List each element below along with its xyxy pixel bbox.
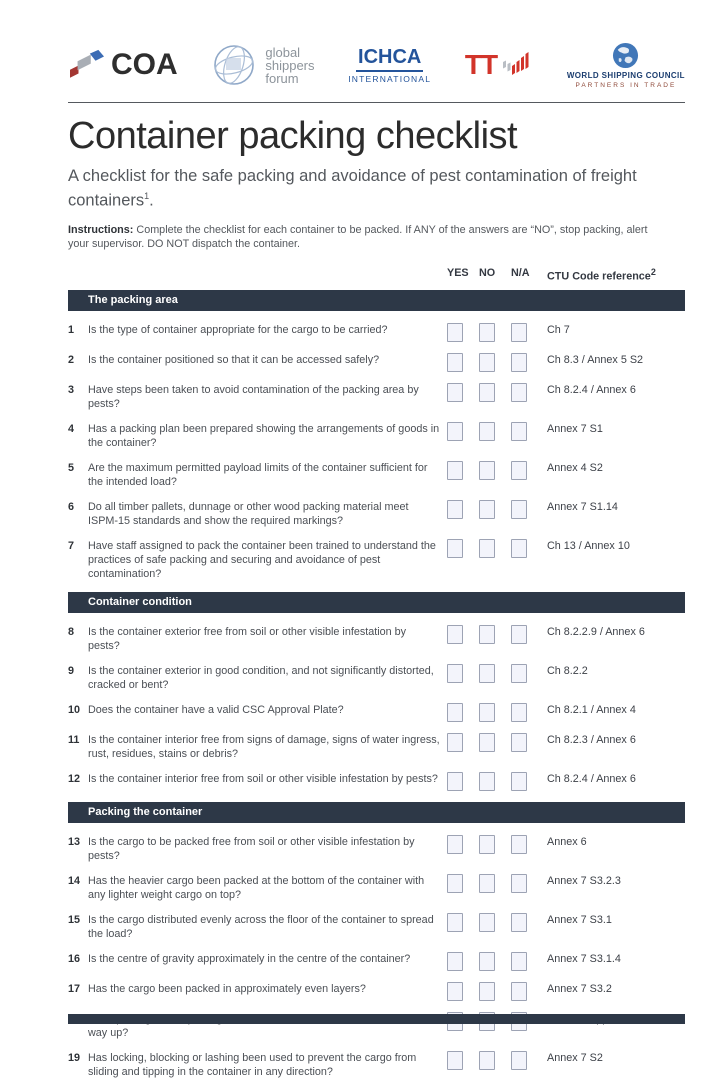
checkbox-group [447,664,543,683]
checklist-row [68,422,685,450]
checklist-row [68,703,685,722]
column-spacer [68,267,447,283]
instructions-label: Instructions: [68,223,134,236]
checkbox-no[interactable] [479,952,495,971]
column-header-no: NO [479,266,496,279]
ctu-code-reference: Ch 8.2.4 / Annex 6 [547,773,636,786]
question-number: 14 [68,875,81,888]
ichca-logo [348,46,431,84]
tt-flag-icon [501,50,533,80]
checklist-row [68,383,685,411]
footnote-marker: 1 [144,191,150,201]
checkbox-yes[interactable] [447,703,463,722]
question-text: Is the container exterior free from soil or other visible infestation by pests? [88,626,407,653]
checkbox-na[interactable] [511,323,527,342]
checklist-row [68,500,685,528]
question-text: Is the centre of gravity approximately in the centre of the container? [88,953,411,966]
question-text: Is the type of container appropriate for the cargo to be carried? [88,324,388,337]
question-text: Is the cargo to be packed free from soil or other visible infestation by pests? [88,836,415,863]
question-number: 7 [68,540,75,553]
question-number: 8 [68,626,75,639]
world-shipping-council-logo [567,42,685,89]
question-number: 19 [68,1052,81,1065]
checkbox-no[interactable] [479,353,495,372]
checklist-row [68,323,685,342]
checkbox-na[interactable] [511,913,527,932]
coa-logo [68,48,178,82]
question-text: Do all timber pallets, dunnage or other wood packing material meet ISPM-15 standards and show the required markings? [88,501,409,528]
checklist-row [68,835,685,863]
logo-band [68,0,685,94]
checkbox-na[interactable] [511,874,527,893]
ctu-code-reference: Ch 8.2.4 / Annex 6 [547,384,636,397]
checkbox-yes[interactable] [447,500,463,519]
checkbox-yes[interactable] [447,772,463,791]
ctu-code-reference: Annex 7 S1.14 [547,501,618,514]
instructions: Instructions: Complete the checklist for each container to be packed. If ANY of the answers are “NO”, stop packing, alert your supervisor. DO NOT dispatch the container. [68,223,648,250]
question-number: 11 [68,734,80,747]
checkbox-na[interactable] [511,835,527,854]
question-text: Are the maximum permitted payload limits of the container sufficient for the intended load? [88,462,428,489]
checkbox-yes[interactable] [447,835,463,854]
checkbox-yes[interactable] [447,323,463,342]
checkbox-na[interactable] [511,733,527,752]
ctu-code-reference: Ch 8.2.2.9 / Annex 6 [547,626,645,639]
checkbox-na[interactable] [511,664,527,683]
checkbox-yes[interactable] [447,353,463,372]
ctu-code-reference: Ch 13 / Annex 10 [547,540,630,553]
question-number: 4 [68,423,75,436]
checkbox-yes[interactable] [447,625,463,644]
section-rows [68,625,685,791]
checkbox-no[interactable] [479,772,495,791]
checklist-row [68,874,685,902]
tt-logo-text: TT [464,49,498,80]
column-header-yes: YES [447,266,469,279]
wsc-logo-text: WORLD SHIPPING COUNCIL [566,70,685,80]
question-number: 5 [68,462,75,475]
question-text: Have steps been taken to avoid contamination of the packing area by pests? [88,384,419,411]
section-rows [68,323,685,581]
checkbox-group [447,982,543,1001]
checkbox-no[interactable] [479,733,495,752]
checklist-row [68,733,685,761]
checkbox-group [447,539,543,558]
section-header-label: Packing the container [88,806,203,819]
ctu-code-reference: Annex 6 [547,836,587,849]
checklist-section [68,290,685,581]
question-number: 13 [68,836,81,849]
checkbox-group [447,461,543,480]
checkbox-no[interactable] [479,982,495,1001]
ichca-logo-subtext: INTERNATIONAL [348,74,432,84]
question-number: 16 [68,953,81,966]
header-divider [68,102,685,103]
question-number: 15 [68,914,81,927]
checkbox-yes[interactable] [447,383,463,402]
checkbox-yes[interactable] [447,952,463,971]
checklist-row [68,952,685,971]
checkbox-na[interactable] [511,383,527,402]
ctu-code-reference: Annex 7 S3.1.4 [547,953,621,966]
column-headers [68,267,685,283]
ctu-code-reference: Ch 8.2.1 / Annex 4 [547,704,636,717]
checkbox-no[interactable] [479,835,495,854]
coa-chevrons-icon [68,48,106,82]
question-number: 1 [68,324,75,337]
checkbox-yes[interactable] [447,539,463,558]
ctu-code-reference: Annex 7 S2 [547,1052,603,1065]
checkbox-no[interactable] [479,703,495,722]
ctu-code-reference: Ch 7 [547,324,570,337]
section-rows [68,835,685,1079]
checkbox-no[interactable] [479,625,495,644]
checklist-row [68,772,685,791]
checkbox-yes[interactable] [447,1051,463,1070]
checkbox-group [447,323,543,342]
ctu-code-reference: Ch 8.2.3 / Annex 6 [547,734,636,747]
checklist-row [68,1051,685,1079]
question-text: Has locking, blocking or lashing been used to prevent the cargo from sliding and tipping in the container in any direction? [88,1052,417,1079]
checkbox-group [447,500,543,519]
question-text: Is the container interior free from signs of damage, signs of water ingress, rust, residues, stains or debris? [88,734,440,761]
tt-club-logo [465,49,533,81]
question-text: Has the heavier cargo been packed at the bottom of the container with any lighter weight cargo on top? [88,875,425,902]
question-number: 10 [68,704,81,717]
globe-icon [612,42,639,69]
checkbox-no[interactable] [479,383,495,402]
checkbox-group [447,353,543,372]
checkbox-no[interactable] [479,664,495,683]
page-title: Container packing checklist [68,115,518,157]
checkbox-group [447,913,543,932]
checkbox-na[interactable] [511,772,527,791]
checkbox-na[interactable] [511,539,527,558]
wsc-logo-subtext: PARTNERS IN TRADE [575,81,677,89]
ctu-code-reference: Ch 8.3 / Annex 5 S2 [547,354,644,367]
checkbox-na[interactable] [511,1051,527,1070]
page-subtitle: A checklist for the safe packing and avoidance of pest contamination of freight containers$^1$. [68,167,637,210]
question-number: 12 [68,773,81,786]
section-header-label: Container condition [88,596,192,609]
checkbox-yes[interactable] [447,982,463,1001]
checkbox-yes[interactable] [447,913,463,932]
question-text: way up? [88,1027,129,1040]
checkbox-no[interactable] [479,874,495,893]
sections [68,290,685,1079]
ctu-code-reference: Annex 7 S3.2 [547,983,612,996]
question-text: Is the container interior free from soil or other visible infestation by pests? [88,773,438,786]
checklist-section [68,802,685,1079]
checkbox-group [447,422,543,441]
checkbox-group [447,874,543,893]
section-header [68,290,685,311]
checkbox-yes[interactable] [447,422,463,441]
checklist-section [68,592,685,791]
section-header [68,802,685,823]
checkbox-no[interactable] [479,539,495,558]
checkbox-na[interactable] [511,982,527,1001]
checkbox-group [447,952,543,971]
ctu-code-reference: Annex 7 S3.1 [547,914,612,927]
checkbox-no[interactable] [479,461,495,480]
question-number: 3 [68,384,75,397]
checkbox-no[interactable] [479,422,495,441]
checkbox-na[interactable] [511,952,527,971]
checkbox-group [447,733,543,752]
checkbox-na[interactable] [511,422,527,441]
question-text: Does the container have a valid CSC Approval Plate? [88,704,344,717]
ctu-code-reference: Annex 7 S3.2.3 [547,875,621,888]
checkbox-group [447,835,543,854]
question-text: Have staff assigned to pack the container been trained to understand the practices of safe packing and securing and avoidance of pest contamination? [88,540,436,581]
checkbox-no[interactable] [479,500,495,519]
checklist-row [68,461,685,489]
checklist-row [68,982,685,1001]
gsf-logo-text: global shippers forum [265,44,315,86]
question-number: 2 [68,354,75,367]
question-text: Is the container exterior in good condition, and not significantly distorted, cracked or bent? [88,665,434,692]
checkbox-na[interactable] [511,461,527,480]
question-number: 6 [68,501,75,514]
checklist-row [68,353,685,372]
ctu-code-reference: Ch 8.2.2 [547,665,588,678]
globe-sketch-icon [211,42,257,88]
section-header-label: The packing area [88,294,178,307]
question-number: 17 [68,983,81,996]
question-text: Has the cargo been packed in approximately even layers? [88,983,366,996]
section-header [68,592,685,613]
checkbox-na[interactable] [511,625,527,644]
question-text: Is the container positioned so that it can be accessed safely? [88,354,380,367]
checkbox-group [447,625,543,644]
question-number: 9 [68,665,75,678]
coa-logo-text: COA [111,48,178,81]
ctu-code-reference: Annex 4 S2 [547,462,603,475]
checkbox-group [447,383,543,402]
column-header-ctu-reference: CTU Code reference$^2$ [547,266,656,283]
checkbox-yes[interactable] [447,664,463,683]
question-text: Has a packing plan been prepared showing the arrangements of goods in the container? [88,423,440,450]
question-text: Is the cargo distributed evenly across the floor of the container to spread the load? [88,914,434,941]
checkbox-no[interactable] [479,1051,495,1070]
checklist-row [68,539,685,581]
checkbox-group [447,703,543,722]
checklist-row [68,913,685,941]
checkbox-yes[interactable] [447,733,463,752]
checkbox-group [447,1051,543,1070]
checkbox-no[interactable] [479,913,495,932]
next-section-bar-partial [68,1014,685,1024]
checkbox-na[interactable] [511,500,527,519]
column-header-na: N/A [511,266,530,279]
checkbox-yes[interactable] [447,461,463,480]
footnote-marker: 2 [650,266,656,277]
checklist-row [68,664,685,692]
checkbox-na[interactable] [511,703,527,722]
checkbox-no[interactable] [479,323,495,342]
checkbox-group [447,772,543,791]
checklist-row [68,625,685,653]
checkbox-yes[interactable] [447,874,463,893]
ctu-code-reference: Annex 7 S1 [547,423,603,436]
checkbox-na[interactable] [511,353,527,372]
ichca-logo-text: ICHCA [356,46,423,72]
global-shippers-forum-logo [211,42,314,88]
